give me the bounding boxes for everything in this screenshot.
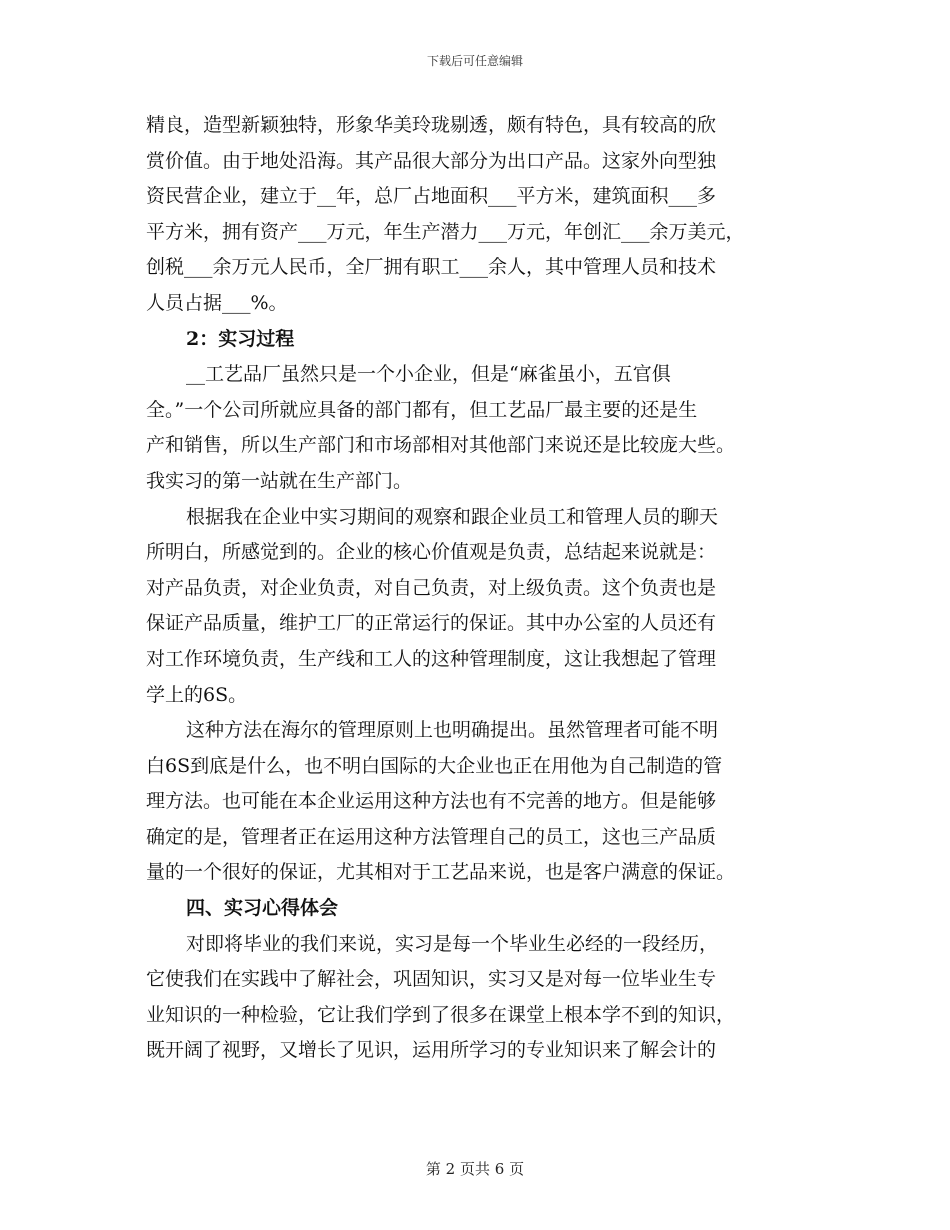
text-line: 全。”一个公司所就应具备的部门都有，但工艺品厂最主要的还是生: [146, 398, 698, 421]
text-line: 创税___余万元人民币，全厂拥有职工___余人，其中管理人员和技术: [146, 256, 717, 279]
text-line: 保证产品质量，维护工厂的正常运行的保证。其中办公室的人员还有: [146, 612, 717, 635]
text-line: 理方法。也可能在本企业运用这种方法也有不完善的地方。但是能够: [146, 790, 717, 813]
text-line: 所明白，所感觉到的。企业的核心价值观是负责，总结起来说就是：: [146, 541, 717, 564]
text-line: 既开阔了视野，又增长了见识，运用所学习的专业知识来了解会计的: [146, 1039, 717, 1062]
text-line: 它使我们在实践中了解社会，巩固知识，实习又是对每一位毕业生专: [146, 968, 717, 991]
text-line: __工艺品厂虽然只是一个小企业，但是“麻雀虽小，五官俱: [186, 363, 671, 386]
page-header: 下载后可任意编辑: [426, 54, 523, 68]
text-line: 产和销售，所以生产部门和市场部相对其他部门来说还是比较庞大些。: [146, 434, 736, 457]
section-heading: 四、实习心得体会: [186, 897, 339, 920]
text-line: 赏价值。由于地处沿海。其产品很大部分为出口产品。这家外向型独: [146, 149, 717, 172]
text-line: 根据我在企业中实习期间的观察和跟企业员工和管理人员的聊天: [186, 505, 719, 528]
text-line: 精良，造型新颖独特，形象华美玲珑剔透，颇有特色，具有较高的欣: [146, 114, 717, 136]
text-line: 量的一个很好的保证，尤其相对于工艺品来说，也是客户满意的保证。: [146, 861, 736, 884]
text-line: 这种方法在海尔的管理原则上也明确提出。虽然管理者可能不明: [186, 719, 719, 742]
document-body: [146, 108, 814, 1069]
text-line: 确定的是，管理者正在运用这种方法管理自己的员工，这也三产品质: [146, 825, 717, 848]
text-line: 我实习的第一站就在生产部门。: [146, 469, 413, 492]
text-line: 资民营企业，建立于__年，总厂占地面积___平方米，建筑面积___多: [146, 185, 717, 208]
text-line: 对即将毕业的我们来说，实习是每一个毕业生必经的一段经历，: [186, 932, 719, 955]
text-line: 对工作环境负责，生产线和工人的这种管理制度，这让我想起了管理: [146, 647, 717, 670]
page-number: 第 2 页共 6 页: [425, 1160, 525, 1178]
text-line: 对产品负责，对企业负责，对自己负责，对上级负责。这个负责也是: [146, 576, 717, 599]
text-line: 学上的6S。: [146, 683, 248, 706]
text-line: 白6S到底是什么，也不明白国际的大企业也正在用他为自己制造的管: [146, 754, 723, 777]
text-line: 平方米，拥有资产___万元，年生产潜力___万元，年创汇___余万美元，: [146, 220, 745, 243]
text-line: 人员占据___%。: [146, 291, 288, 314]
section-heading: 2：实习过程: [186, 327, 295, 350]
text-line: 业知识的一种检验，它让我们学到了很多在课堂上根本学不到的知识，: [146, 1003, 736, 1026]
